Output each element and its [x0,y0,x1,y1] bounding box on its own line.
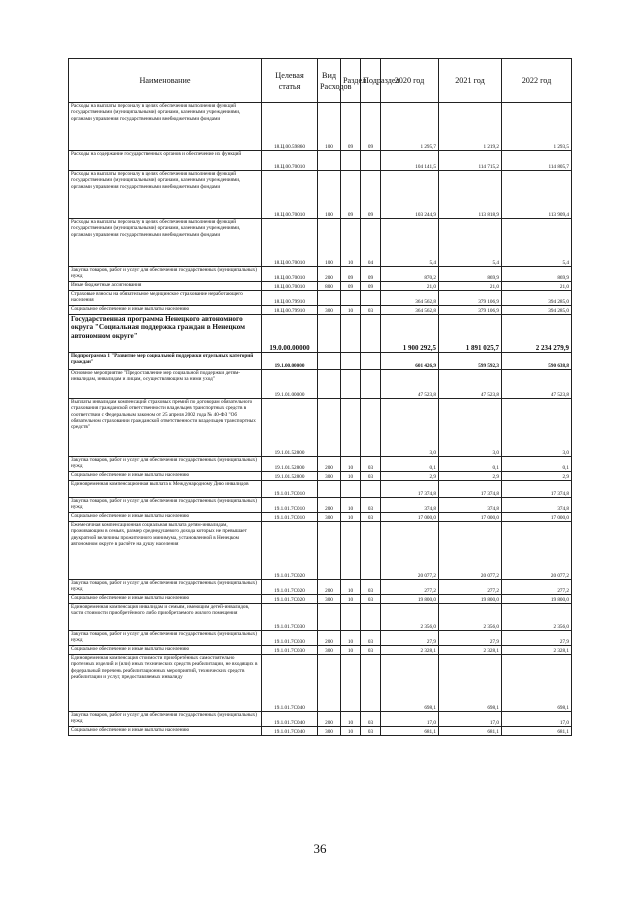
row-amount-2020: 870,2 [381,267,439,282]
table-row [69,498,572,513]
row-amount-2022: 277,2 [502,580,572,595]
row-section: 09 [341,103,361,151]
row-amount-2020: 277,2 [381,580,439,595]
header-subsection: Подраздел [361,59,381,103]
row-section [341,522,361,580]
row-subsection [361,399,381,457]
row-section [341,655,361,712]
row-name: Страховые взносы на обязательное медицинское страхование неработающего населения [69,291,262,306]
row-subsection: 09 [361,267,381,282]
row-amount-2022: 0,1 [502,457,572,472]
row-name: Закупка товаров, работ и услуг для обеспечения государственных (муниципальных) нужд [69,631,262,646]
row-name: Закупка товаров, работ и услуг для обеспечения государственных (муниципальных) нужд [69,457,262,472]
row-amount-2020: 698,1 [381,655,439,712]
row-expense-type [318,522,341,580]
row-target-article: 19.1.00.00000 [262,353,318,370]
row-amount-2022: 47 523,8 [502,370,572,399]
row-expense-type: 100 [318,171,341,219]
row-subsection: 09 [361,282,381,291]
row-expense-type [318,370,341,399]
row-name: Социальное обеспечение и иные выплаты населению [69,646,262,655]
row-expense-type [318,399,341,457]
row-amount-2020: 681,1 [381,727,439,736]
header-year-2021: 2021 год [439,59,502,103]
table-row [69,604,572,631]
row-amount-2020: 2,9 [381,472,439,481]
row-amount-2020: 103 244,9 [381,171,439,219]
row-section: 10 [341,306,361,315]
table-row [69,472,572,481]
row-name: Единовременная компенсационная выплата к Международному Дню инвалидов [69,481,262,498]
table-row [69,151,572,171]
row-amount-2021: 681,1 [439,727,502,736]
row-target-article: 18.Ц.00.79910 [262,306,318,315]
row-expense-type: 800 [318,282,341,291]
row-amount-2022: 17,0 [502,712,572,727]
row-amount-2021: 17 374,8 [439,481,502,498]
row-section [341,604,361,631]
row-target-article: 19.1.01.52800 [262,399,318,457]
row-name: Расходы на выплаты персоналу в целях обеспечения выполнения функций государственными (муниципальными) органами, казенными учреждениями, органами управления государственными внебюджетными фондами [69,171,262,219]
row-amount-2020: 17,0 [381,712,439,727]
row-amount-2020: 2 328,1 [381,646,439,655]
row-subsection [361,353,381,370]
budget-table-container [68,58,571,736]
row-amount-2020: 20 077,2 [381,522,439,580]
row-amount-2021: 379 106,9 [439,291,502,306]
row-expense-type: 100 [318,219,341,267]
row-amount-2021: 277,2 [439,580,502,595]
row-target-article: 19.1.01.7С030 [262,646,318,655]
row-name: Социальное обеспечение и иные выплаты населению [69,513,262,522]
row-expense-type [318,481,341,498]
row-amount-2021: 0,1 [439,457,502,472]
row-expense-type: 300 [318,472,341,481]
row-amount-2022: 113 909,4 [502,171,572,219]
row-name: Закупка товаров, работ и услуг для обеспечения государственных (муниципальных) нужд [69,267,262,282]
table-row [69,712,572,727]
table-row [69,513,572,522]
row-expense-type: 200 [318,631,341,646]
table-row [69,399,572,457]
row-subsection: 09 [361,103,381,151]
row-amount-2021: 21,0 [439,282,502,291]
row-subsection: 09 [361,171,381,219]
row-name: Социальное обеспечение и иные выплаты населению [69,472,262,481]
row-amount-2020: 5,4 [381,219,439,267]
row-name: Основное мероприятие "Предоставление мер социальной поддержки детям-инвалидам, инвалидам и лицам, осуществляющим за ними уход" [69,370,262,399]
row-amount-2021: 27,9 [439,631,502,646]
row-amount-2022: 114 805,7 [502,151,572,171]
row-section: 10 [341,727,361,736]
row-target-article: 18.Ц.00.70010 [262,219,318,267]
row-amount-2022: 869,9 [502,267,572,282]
row-target-article: 19.1.01.52800 [262,472,318,481]
table-row [69,306,572,315]
row-amount-2021: 698,1 [439,655,502,712]
row-amount-2021: 2 356,0 [439,604,502,631]
page-number: 36 [313,841,327,856]
row-amount-2022: 17 374,8 [502,481,572,498]
row-target-article: 19.0.00.00000 [262,315,318,353]
header-target-article: Целевая статья [262,59,318,103]
header-section: Раздел [341,59,361,103]
table-row [69,171,572,219]
row-amount-2020: 27,9 [381,631,439,646]
row-subsection: 03 [361,595,381,604]
table-row [69,219,572,267]
row-target-article: 18.Ц.00.79910 [262,291,318,306]
row-name: Расходы на содержание государственных органов и обеспечение их функций [69,151,262,171]
row-subsection: 03 [361,580,381,595]
table-row [69,522,572,580]
row-amount-2021: 869,9 [439,267,502,282]
row-amount-2022: 394 285,0 [502,306,572,315]
row-amount-2022: 698,1 [502,655,572,712]
row-target-article: 18.Ц.00.70010 [262,151,318,171]
row-expense-type: 200 [318,498,341,513]
row-section: 10 [341,219,361,267]
row-target-article: 19.1.01.7С020 [262,595,318,604]
row-target-article: 18.Ц.00.70010 [262,171,318,219]
row-subsection [361,370,381,399]
row-amount-2021: 3,0 [439,399,502,457]
table-row [69,655,572,712]
row-expense-type [318,604,341,631]
row-amount-2020: 601 426,9 [381,353,439,370]
row-amount-2020: 2 356,0 [381,604,439,631]
row-expense-type: 200 [318,267,341,282]
row-amount-2021: 1 891 025,7 [439,315,502,353]
row-amount-2021: 2 328,1 [439,646,502,655]
row-section [341,481,361,498]
table-body [69,103,572,736]
row-amount-2020: 19 800,0 [381,595,439,604]
row-amount-2021: 114 715,2 [439,151,502,171]
row-name: Единовременная компенсация инвалидам и семьям, имеющим детей-инвалидов, части стоимости приобретённого либо приобретаемого жилого помещения [69,604,262,631]
table-header-row [69,59,572,103]
row-expense-type [318,151,341,171]
header-year-2022: 2022 год [502,59,572,103]
row-target-article: 19.1.01.7С040 [262,712,318,727]
row-subsection [361,655,381,712]
row-subsection [361,522,381,580]
row-amount-2021: 599 592,3 [439,353,502,370]
row-amount-2021: 20 077,2 [439,522,502,580]
row-name: Социальное обеспечение и иные выплаты населению [69,306,262,315]
row-name: Выплаты инвалидам компенсаций страховых премий по договорам обязательного страхования гражданской ответственности владельцев транспортных средств в соответствии с Федеральным законом от 25 апреля 2002 года № 40-ФЗ "Об обязательном страховании гражданской ответственности владельцев транспортных средств" [69,399,262,457]
row-amount-2021: 19 800,0 [439,595,502,604]
row-target-article: 19.1.01.7С030 [262,604,318,631]
header-year-2020: 2020 год [381,59,439,103]
table-row [69,267,572,282]
row-amount-2022: 2 328,1 [502,646,572,655]
row-section: 10 [341,646,361,655]
row-subsection: 03 [361,306,381,315]
row-section [341,399,361,457]
row-target-article: 19.1.01.52800 [262,457,318,472]
row-subsection [361,315,381,353]
row-subsection: 04 [361,219,381,267]
row-subsection [361,604,381,631]
row-amount-2022: 374,8 [502,498,572,513]
table-row [69,457,572,472]
row-amount-2020: 1 900 292,5 [381,315,439,353]
row-section: 09 [341,282,361,291]
row-section: 10 [341,712,361,727]
row-expense-type [318,315,341,353]
row-expense-type [318,291,341,306]
row-name: Расходы на выплаты персоналу в целях обеспечения выполнения функций государственными (муниципальными) органами, казенными учреждениями, органами управления государственными внебюджетными фондами [69,103,262,151]
row-section: 10 [341,513,361,522]
row-subsection: 03 [361,513,381,522]
row-amount-2022: 1 293,5 [502,103,572,151]
row-amount-2022: 27,9 [502,631,572,646]
row-amount-2020: 364 562,8 [381,291,439,306]
table-row [69,103,572,151]
row-target-article: 19.1.01.00000 [262,370,318,399]
row-amount-2022: 20 077,2 [502,522,572,580]
row-expense-type: 300 [318,306,341,315]
row-expense-type [318,655,341,712]
row-target-article: 18.Ц.00.70010 [262,282,318,291]
row-name: Закупка товаров, работ и услуг для обеспечения государственных (муниципальных) нужд [69,498,262,513]
row-amount-2022: 5,4 [502,219,572,267]
row-target-article: 18.Ц.00.70010 [262,267,318,282]
row-amount-2021: 113 818,9 [439,171,502,219]
table-row [69,595,572,604]
row-section: 10 [341,580,361,595]
row-amount-2020: 1 295,7 [381,103,439,151]
row-section [341,315,361,353]
row-expense-type: 300 [318,513,341,522]
row-section: 10 [341,457,361,472]
row-amount-2022: 2 356,0 [502,604,572,631]
row-expense-type: 300 [318,727,341,736]
table-row [69,282,572,291]
row-name: Ежемесячная компенсационная социальная выплата детям-инвалидам, проживающим в семьях, размер среднедушевого дохода которых не превышает двукратной величины прожиточного минимума, установленной в Ненецком автономном округе в расчёте на душу населения [69,522,262,580]
row-amount-2020: 364 562,8 [381,306,439,315]
table-row [69,291,572,306]
row-amount-2021: 17 000,0 [439,513,502,522]
row-expense-type: 300 [318,595,341,604]
row-target-article: 19.1.01.7С020 [262,580,318,595]
row-amount-2021: 1 219,2 [439,103,502,151]
table-row [69,481,572,498]
row-target-article: 19.1.01.7С040 [262,727,318,736]
row-subsection: 03 [361,472,381,481]
row-subsection [361,291,381,306]
row-section [341,370,361,399]
table-row [69,631,572,646]
row-section: 10 [341,631,361,646]
row-target-article: 19.1.01.7С030 [262,631,318,646]
row-subsection: 03 [361,498,381,513]
row-section: 10 [341,498,361,513]
row-amount-2020: 3,0 [381,399,439,457]
row-amount-2021: 47 523,8 [439,370,502,399]
row-target-article: 19.1.01.7С010 [262,513,318,522]
header-expense-type: Вид Расходов [318,59,341,103]
table-row [69,315,572,353]
row-target-article: 19.1.01.7С010 [262,481,318,498]
row-amount-2022: 2 234 279,9 [502,315,572,353]
row-subsection: 03 [361,712,381,727]
row-expense-type [318,353,341,370]
row-name: Закупка товаров, работ и услуг для обеспечения государственных (муниципальных) нужд [69,712,262,727]
row-amount-2022: 2,9 [502,472,572,481]
row-subsection [361,481,381,498]
row-amount-2022: 590 638,8 [502,353,572,370]
row-section: 10 [341,472,361,481]
row-name: Социальное обеспечение и иные выплаты населению [69,727,262,736]
row-amount-2022: 19 800,0 [502,595,572,604]
row-section [341,353,361,370]
row-amount-2021: 17,0 [439,712,502,727]
row-expense-type: 200 [318,580,341,595]
row-amount-2022: 3,0 [502,399,572,457]
row-subsection: 03 [361,457,381,472]
table-row [69,353,572,370]
row-section: 09 [341,171,361,219]
table-row [69,727,572,736]
row-subsection: 03 [361,646,381,655]
row-name: Подпрограмма 1 "Развитие мер социальной поддержки отдельных категорий граждан" [69,353,262,370]
row-amount-2022: 21,0 [502,282,572,291]
row-amount-2021: 374,8 [439,498,502,513]
header-name: Наименование [69,59,262,103]
row-name: Иные бюджетные ассигнования [69,282,262,291]
budget-table [68,58,572,736]
row-name: Расходы на выплаты персоналу в целях обеспечения выполнения функций государственными (муниципальными) органами, казенными учреждениями, органами управления государственными внебюджетными фондами [69,219,262,267]
row-section: 10 [341,595,361,604]
row-amount-2020: 374,8 [381,498,439,513]
row-amount-2020: 17 374,8 [381,481,439,498]
row-section [341,151,361,171]
row-target-article: 19.1.01.7С010 [262,498,318,513]
row-name: Социальное обеспечение и иные выплаты населению [69,595,262,604]
row-amount-2020: 104 141,5 [381,151,439,171]
row-target-article: 18.Ц.00.59860 [262,103,318,151]
row-amount-2022: 394 285,0 [502,291,572,306]
row-amount-2020: 17 000,0 [381,513,439,522]
row-amount-2021: 2,9 [439,472,502,481]
row-amount-2020: 47 523,8 [381,370,439,399]
row-expense-type: 200 [318,712,341,727]
row-expense-type: 100 [318,103,341,151]
row-amount-2021: 5,4 [439,219,502,267]
row-amount-2020: 21,0 [381,282,439,291]
row-subsection: 03 [361,631,381,646]
table-row [69,370,572,399]
row-name: Единовременная компенсация стоимости приобретённых самостоятельно протезных изделий и (или) иных технических средств реабилитации, не входящих в федеральный перечень реабилитационных мероприятий, технических средств реабилитации и услуг, предоставляемых инвалиду [69,655,262,712]
table-row [69,646,572,655]
row-subsection: 03 [361,727,381,736]
row-amount-2022: 681,1 [502,727,572,736]
row-expense-type: 300 [318,646,341,655]
row-target-article: 19.1.01.7С020 [262,522,318,580]
row-section: 09 [341,267,361,282]
row-target-article: 19.1.01.7С040 [262,655,318,712]
row-amount-2020: 0,1 [381,457,439,472]
row-name: Государственная программа Ненецкого автономного округа "Социальная поддержка граждан в Ненецком автономном округе" [69,315,262,353]
row-section [341,291,361,306]
row-name: Закупка товаров, работ и услуг для обеспечения государственных (муниципальных) нужд [69,580,262,595]
row-expense-type: 200 [318,457,341,472]
row-amount-2022: 17 000,0 [502,513,572,522]
table-row [69,580,572,595]
row-subsection [361,151,381,171]
row-amount-2021: 379 106,9 [439,306,502,315]
